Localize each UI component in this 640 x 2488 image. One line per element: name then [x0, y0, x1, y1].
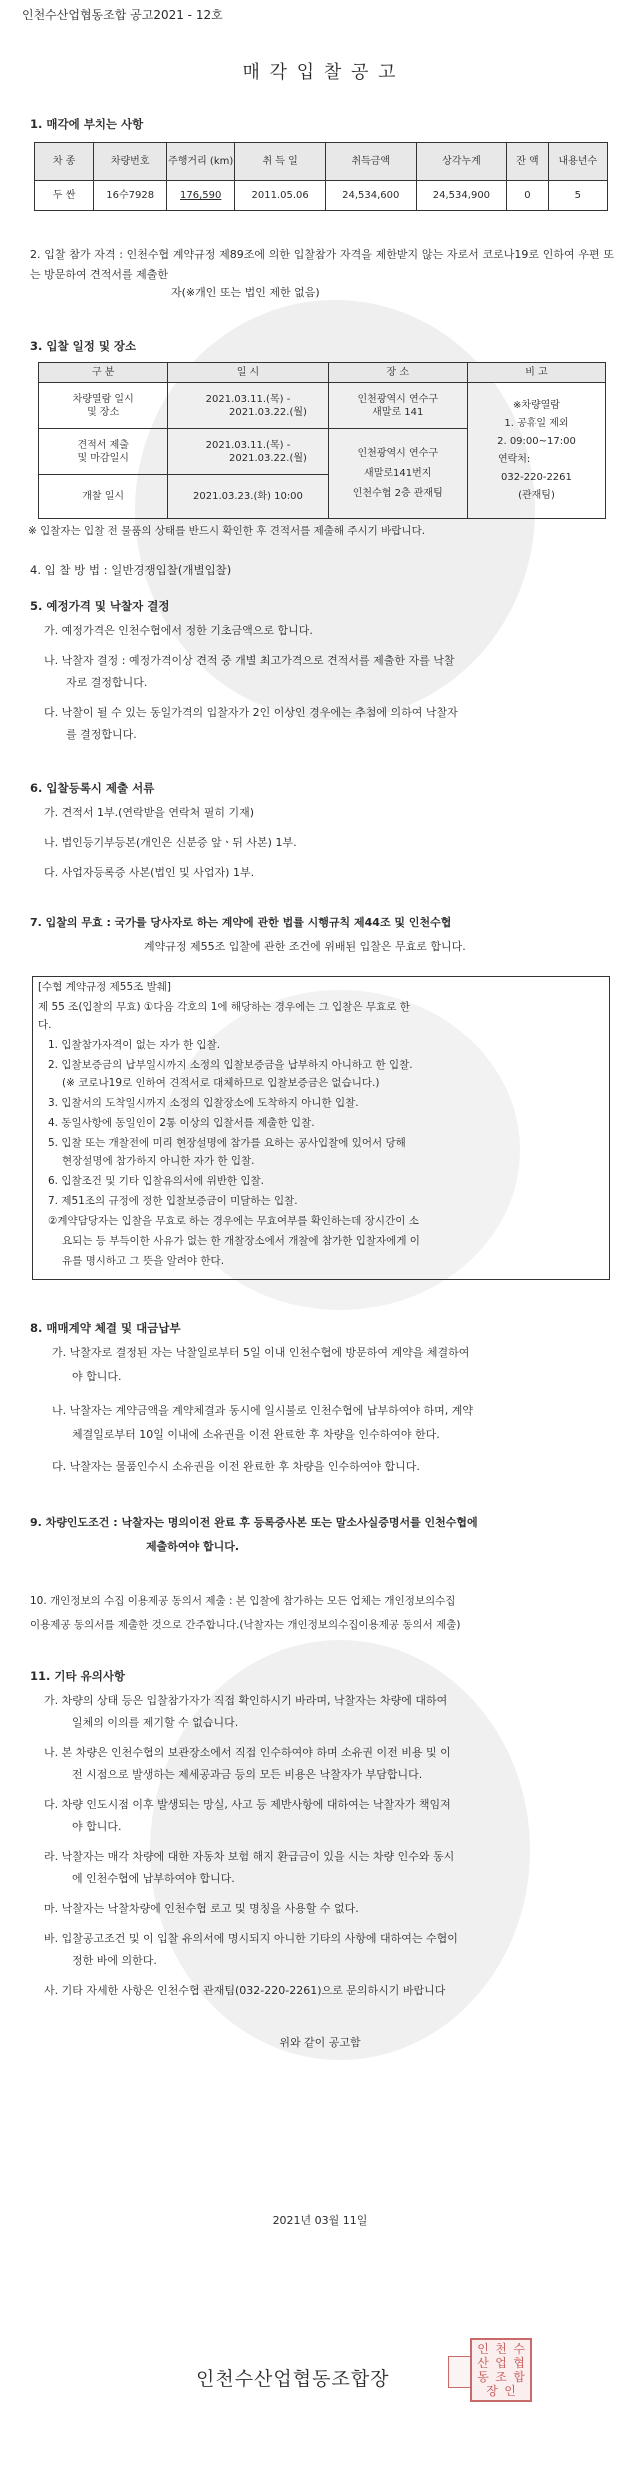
- col-header: 일 시: [168, 363, 328, 383]
- closing-text: 위와 같이 공고함: [279, 2036, 361, 2049]
- section-9-text: 9. 차량인도조건 : 낙찰자는 명의이전 완료 후 등록증사본 또는 말소사실증명서를 인천수협에: [30, 1516, 478, 1529]
- table-cell: 개찰 일시: [39, 475, 168, 519]
- excerpt-line: 유를 명시하고 그 뜻을 알려야 한다.: [62, 1255, 225, 1267]
- col-header: 내용년수: [548, 143, 607, 181]
- section-10-text: 이용제공 동의서를 제출한 것으로 간주합니다.(낙찰자는 개인정보의수집이용제공 동의서 제출): [30, 1619, 461, 1631]
- section-5-item: 가. 예정가격은 인천수협에서 정한 기초금액으로 합니다.: [44, 624, 313, 637]
- section-11-item: 야 합니다.: [72, 1820, 122, 1833]
- section-3-heading: 3. 입찰 일정 및 장소: [30, 339, 137, 353]
- section-7-text: 7. 입찰의 무효 : 국가를 당사자로 하는 계약에 관한 법률 시행규칙 제44조 및 인천수협: [30, 916, 452, 929]
- section-11-item: 나. 본 차량은 인천수협의 보관장소에서 직접 인수하여야 하며 소유권 이전 비용 및 이: [44, 1746, 451, 1759]
- excerpt-line: 1. 입찰참가자격이 없는 자가 한 입찰.: [48, 1039, 221, 1051]
- table-cell: 인천광역시 연수구 새말로 141: [328, 383, 467, 429]
- table-cell: 24,534,600: [325, 181, 416, 211]
- excerpt-line: 3. 입찰서의 도착일시까지 소정의 입찰장소에 도착하지 아니한 입찰.: [48, 1097, 359, 1109]
- table-cell: 차량열람 일시 및 장소: [39, 383, 168, 429]
- section-11-item: 바. 입찰공고조건 및 이 입찰 유의서에 명시되지 아니한 기타의 사항에 대하여는 수협이: [44, 1932, 458, 1945]
- section-5-item: 나. 낙찰자 결정 : 예정가격이상 견적 중 개별 최고가격으로 견적서를 제출한 자를 낙찰: [44, 654, 455, 667]
- table-cell: 176,590: [167, 181, 235, 211]
- section-11-item: 다. 차량 인도시점 이후 발생되는 망실, 사고 등 제반사항에 대하여는 낙찰자가 책임져: [44, 1798, 451, 1811]
- excerpt-line: 6. 입찰조건 및 기타 입찰유의서에 위반한 입찰.: [48, 1175, 264, 1187]
- excerpt-line: 4. 동일사항에 동일인이 2통 이상의 입찰서를 제출한 입찰.: [48, 1117, 315, 1129]
- excerpt-line: ②계약담당자는 입찰을 무효로 하는 경우에는 무효여부를 확인하는데 장시간이 소: [48, 1215, 419, 1227]
- col-header: 잔 액: [507, 143, 548, 181]
- section-8-item: 체결일로부터 10일 이내에 소유권을 이전 완료한 후 차량을 인수하여야 한다.: [72, 1428, 440, 1441]
- vehicle-table: [34, 142, 608, 211]
- col-header: 주행거리 (km): [167, 143, 235, 181]
- col-header: 비 고: [467, 363, 605, 383]
- section-11-item: 가. 차량의 상태 등은 입찰참가자가 직접 확인하시기 바라며, 낙찰자는 차량에 대하여: [44, 1694, 448, 1707]
- section-11-item: 사. 기타 자세한 사항은 인천수협 관재팀(032-220-2261)으로 문의하시기 바랍니다: [44, 1984, 446, 1997]
- section-2-text-cont: 자(※개인 또는 법인 제한 없음): [171, 286, 320, 299]
- notice-date: 2021년 03월 11일: [272, 2214, 368, 2227]
- excerpt-line: 7. 제51조의 규정에 정한 입찰보증금이 미달하는 입찰.: [48, 1195, 298, 1207]
- section-8-item: 가. 낙찰자로 결정된 자는 낙찰일로부터 5일 이내 인천수협에 방문하여 계약을 체결하여: [52, 1346, 470, 1359]
- section-10-text: 10. 개인정보의 수집 이용제공 동의서 제출 : 본 입찰에 참가하는 모든 업체는 개인정보의수집: [30, 1595, 456, 1607]
- excerpt-line: (※ 코로나19로 인하여 견적서로 대체하므로 입찰보증금은 없습니다.): [62, 1077, 380, 1089]
- section-11-item: 에 인천수협에 납부하여야 합니다.: [72, 1872, 235, 1885]
- col-header: 상각누계: [416, 143, 507, 181]
- section-9-text: 제출하여야 합니다.: [146, 1540, 240, 1553]
- excerpt-caption: [수협 계약규정 제55조 발췌]: [38, 981, 171, 993]
- excerpt-line: 요되는 등 부득이한 사유가 없는 한 개찰장소에서 개찰에 참가한 입찰자에게 이: [62, 1235, 420, 1247]
- col-header: 차량번호: [94, 143, 167, 181]
- section-11-item: 전 시점으로 발생하는 제세공과금 등의 모든 비용은 낙찰자가 부담합니다.: [72, 1768, 423, 1781]
- section-11-item: 마. 낙찰자는 낙찰차량에 인천수협 로고 및 명칭을 사용할 수 없다.: [44, 1902, 359, 1915]
- section-5-item: 자로 결정합니다.: [66, 676, 148, 689]
- table-cell: 두 싼: [35, 181, 94, 211]
- excerpt-line: 현장설명에 참가하지 아니한 자가 한 입찰.: [62, 1155, 255, 1167]
- page-title: 매 각 입 찰 공 고: [242, 62, 398, 83]
- section-8-item: 다. 낙찰자는 물품인수시 소유권을 이전 완료한 후 차량을 인수하여야 합니다.: [52, 1460, 420, 1473]
- section-6-item: 가. 견적서 1부.(연락받을 연락처 필히 기재): [44, 806, 255, 819]
- col-header: 취득금액: [325, 143, 416, 181]
- col-header: 취 득 일: [235, 143, 326, 181]
- table-cell: 16수7928: [94, 181, 167, 211]
- table-cell: 24,534,900: [416, 181, 507, 211]
- excerpt-line: 5. 입찰 또는 개찰전에 미리 현장설명에 참가를 요하는 공사입찰에 있어서 당해: [48, 1137, 406, 1149]
- excerpt-line: 2. 입찰보증금의 납부일시까지 소정의 입찰보증금을 납부하지 아니하고 한 입찰.: [48, 1059, 413, 1071]
- section-11-item: 일체의 이의를 제기할 수 없습니다.: [72, 1716, 239, 1729]
- col-header: 차 종: [35, 143, 94, 181]
- announcement-number: 인천수산업협동조합 공고2021 - 12호: [22, 8, 223, 22]
- table-cell: 2011.05.06: [235, 181, 326, 211]
- official-seal-stamp: 인 천 수 산 업 협 동 조 합 장 인: [470, 2338, 532, 2402]
- schedule-table: [38, 362, 606, 519]
- excerpt-line: 제 55 조(입찰의 무효) ①다음 각호의 1에 해당하는 경우에는 그 입찰은 무효로 한: [38, 1001, 410, 1013]
- section-2-text: 2. 입찰 참가 자격 : 인천수협 계약규정 제89조에 의한 입찰참가 자격을 제한받지 않는 자로서 코로나19로 인하여 우편 또는 방문하여 견적서를 제출한: [30, 248, 614, 281]
- section-6-heading: 6. 입찰등록시 제출 서류: [30, 781, 155, 795]
- section-8-item: 야 합니다.: [72, 1370, 122, 1383]
- table-cell: 2021.03.23.(화) 10:00: [168, 475, 328, 519]
- section-8-item: 나. 낙찰자는 계약금액을 계약체결과 동시에 일시불로 인천수협에 납부하여야 하며, 계약: [52, 1404, 473, 1417]
- section-1-heading: 1. 매각에 부치는 사항: [30, 117, 144, 131]
- table-cell: 견적서 제출 및 마감일시: [39, 429, 168, 475]
- section-7-text: 계약규정 제55조 입찰에 관한 조건에 위배된 입찰은 무효로 합니다.: [144, 940, 466, 953]
- section-4-text: 4. 입 찰 방 법 : 일반경쟁입찰(개별입찰): [30, 563, 232, 577]
- table-cell: 2021.03.11.(목) - 2021.03.22.(월): [168, 429, 328, 475]
- section-5-heading: 5. 예정가격 및 낙찰자 결정: [30, 599, 170, 613]
- section-6-item: 나. 법인등기부등본(개인은 신분증 앞ㆍ뒤 사본) 1부.: [44, 836, 297, 849]
- section-6-item: 다. 사업자등록증 사본(법인 및 사업자) 1부.: [44, 866, 255, 879]
- issuer-name: 인천수산업협동조합장: [196, 2368, 390, 2390]
- section-5-item: 다. 낙찰이 될 수 있는 동일가격의 입찰자가 2인 이상인 경우에는 추첨에 의하여 낙찰자: [44, 706, 458, 719]
- section-11-item: 정한 바에 의한다.: [72, 1954, 157, 1967]
- remark-cell: ※차량열람 1. 공휴일 제외 2. 09:00~17:00 연락처: 032-220-2261 (관재팀): [467, 383, 605, 519]
- section-3-note: ※ 입찰자는 입찰 전 물품의 상태를 반드시 확인한 후 견적서를 제출해 주시기 바랍니다.: [28, 525, 426, 537]
- section-5-item: 를 결정합니다.: [66, 728, 137, 741]
- table-cell: 2021.03.11.(목) - 2021.03.22.(월): [168, 383, 328, 429]
- col-header: 구 분: [39, 363, 168, 383]
- section-8-heading: 8. 매매계약 체결 및 대금납부: [30, 1321, 181, 1335]
- table-cell: 인천광역시 연수구 새말로141번지 인천수협 2층 관재팀: [328, 429, 467, 519]
- section-11-heading: 11. 기타 유의사항: [30, 1669, 126, 1683]
- col-header: 장 소: [328, 363, 467, 383]
- table-cell: 5: [548, 181, 607, 211]
- table-cell: 0: [507, 181, 548, 211]
- section-11-item: 라. 낙찰자는 매각 차량에 대한 자동차 보험 해지 환급금이 있을 시는 차량 인수와 동시: [44, 1850, 455, 1863]
- excerpt-line: 다.: [38, 1019, 52, 1031]
